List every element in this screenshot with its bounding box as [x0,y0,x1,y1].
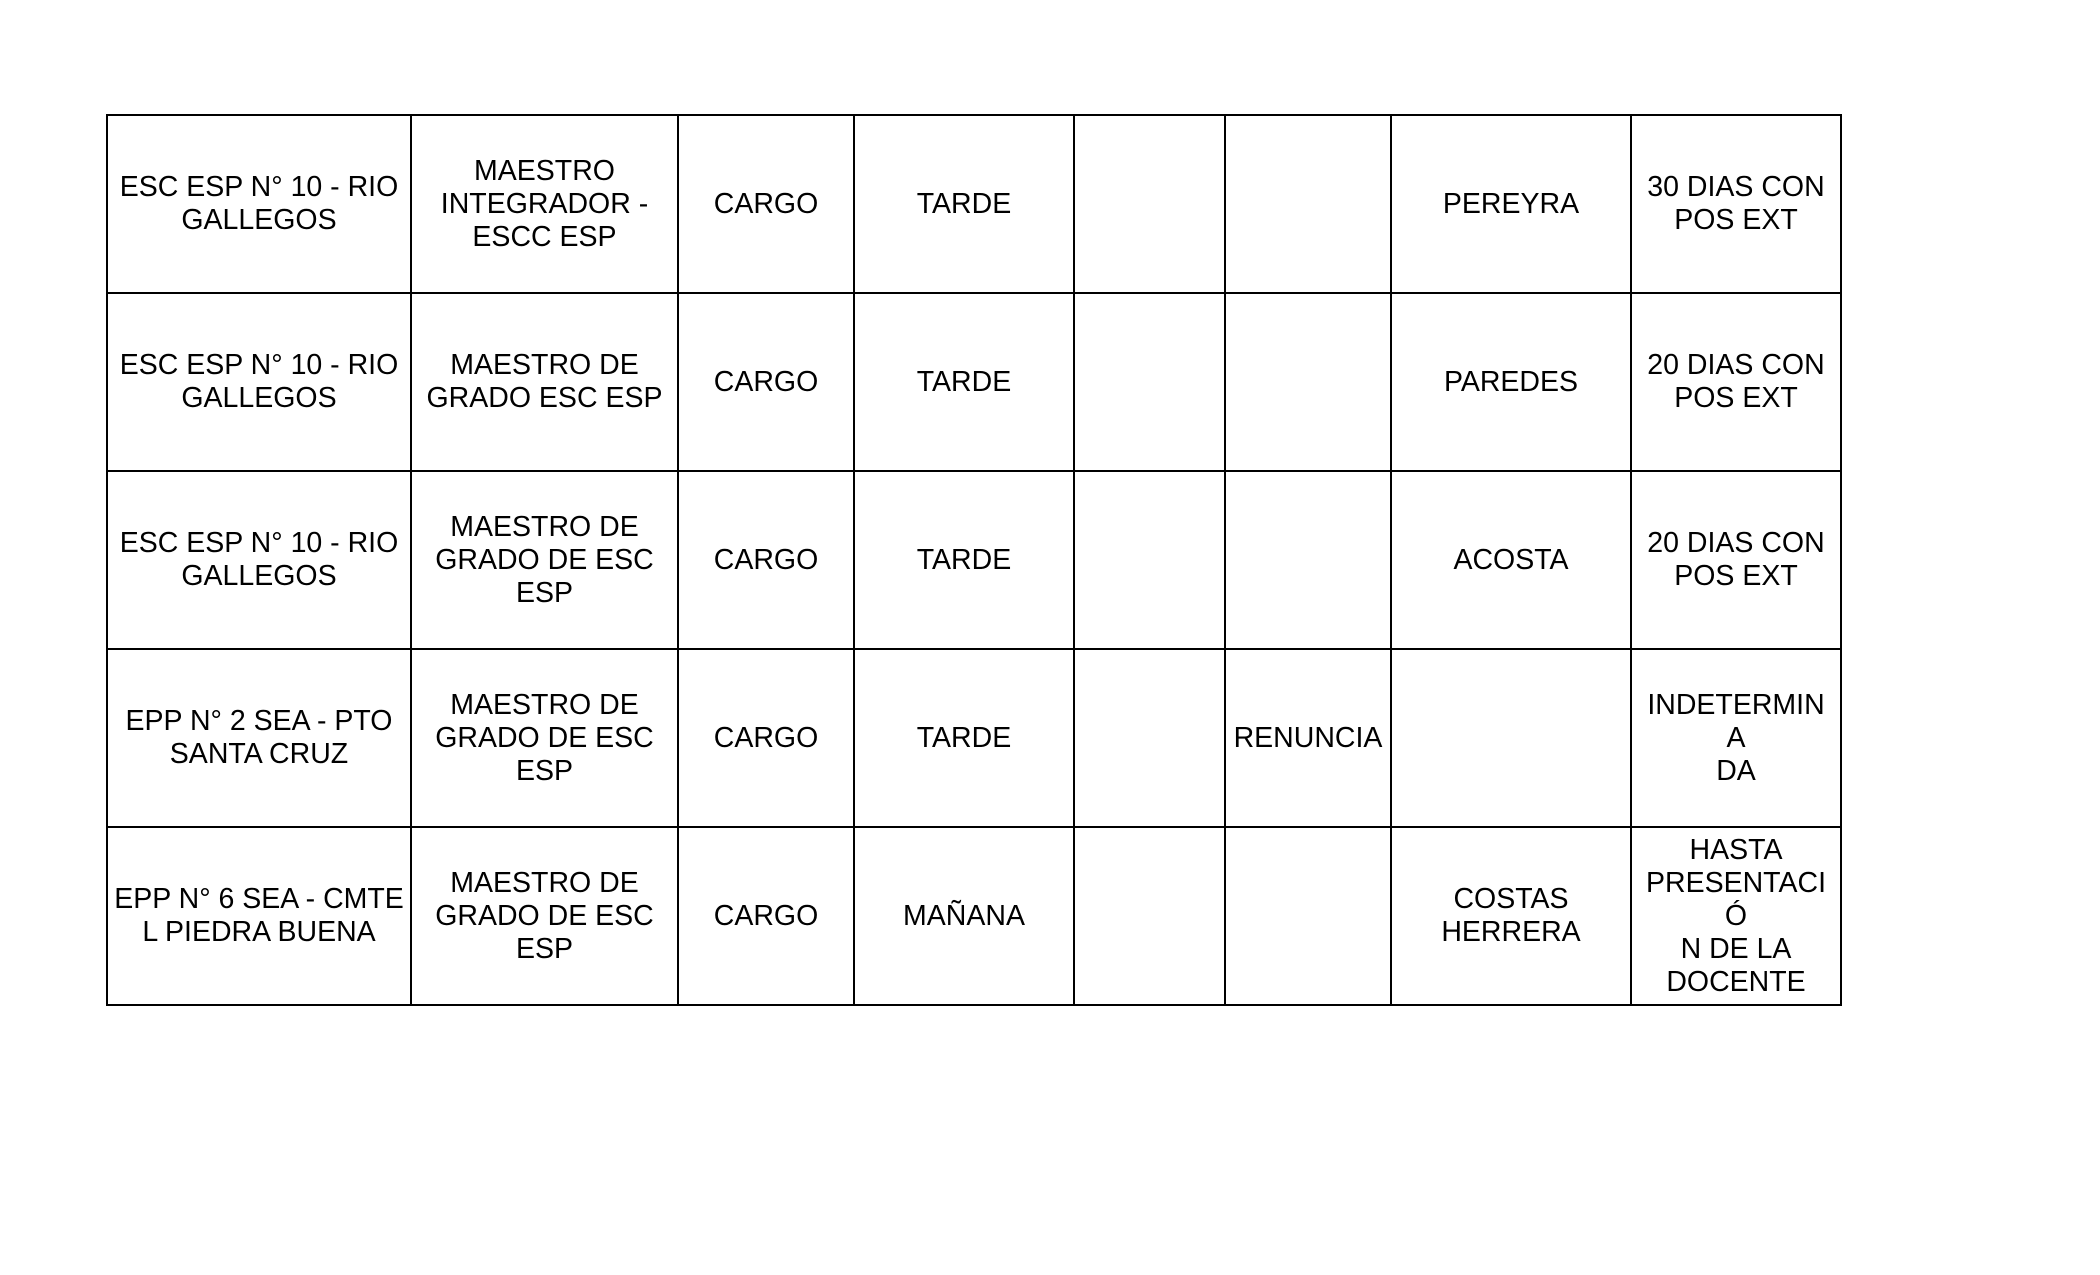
shift-cell: TARDE [854,649,1074,827]
empty-cell [1074,293,1225,471]
holder-cell: PAREDES [1391,293,1631,471]
type-cell: CARGO [678,827,854,1005]
reason-cell [1225,293,1391,471]
empty-cell [1074,115,1225,293]
table-row [107,115,1841,293]
type-cell: CARGO [678,115,854,293]
empty-cell [1074,649,1225,827]
position-cell: MAESTRO DE GRADO DE ESC ESP [411,827,678,1005]
holder-cell: PEREYRA [1391,115,1631,293]
duration-cell: 20 DIAS CON POS EXT [1631,293,1841,471]
holder-cell: ACOSTA [1391,471,1631,649]
position-cell: MAESTRO DE GRADO DE ESC ESP [411,649,678,827]
reason-cell [1225,827,1391,1005]
holder-cell: COSTAS HERRERA [1391,827,1631,1005]
table-row [107,293,1841,471]
data-table [106,114,1842,1006]
type-cell: CARGO [678,649,854,827]
reason-cell [1225,471,1391,649]
school-cell: ESC ESP N° 10 - RIO GALLEGOS [107,115,411,293]
table-row [107,649,1841,827]
table-row [107,471,1841,649]
duration-cell: HASTA PRESENTACIÓ N DE LA DOCENTE [1631,827,1841,1005]
empty-cell [1074,827,1225,1005]
position-cell: MAESTRO DE GRADO DE ESC ESP [411,471,678,649]
type-cell: CARGO [678,471,854,649]
school-cell: EPP N° 6 SEA - CMTE L PIEDRA BUENA [107,827,411,1005]
shift-cell: TARDE [854,471,1074,649]
school-cell: ESC ESP N° 10 - RIO GALLEGOS [107,293,411,471]
reason-cell: RENUNCIA [1225,649,1391,827]
duration-cell: INDETERMINA DA [1631,649,1841,827]
empty-cell [1074,471,1225,649]
table-row [107,827,1841,1005]
shift-cell: TARDE [854,115,1074,293]
holder-cell [1391,649,1631,827]
reason-cell [1225,115,1391,293]
duration-cell: 20 DIAS CON POS EXT [1631,471,1841,649]
duration-cell: 30 DIAS CON POS EXT [1631,115,1841,293]
type-cell: CARGO [678,293,854,471]
position-cell: MAESTRO DE GRADO ESC ESP [411,293,678,471]
shift-cell: MAÑANA [854,827,1074,1005]
school-cell: ESC ESP N° 10 - RIO GALLEGOS [107,471,411,649]
position-cell: MAESTRO INTEGRADOR - ESCC ESP [411,115,678,293]
school-cell: EPP N° 2 SEA - PTO SANTA CRUZ [107,649,411,827]
shift-cell: TARDE [854,293,1074,471]
